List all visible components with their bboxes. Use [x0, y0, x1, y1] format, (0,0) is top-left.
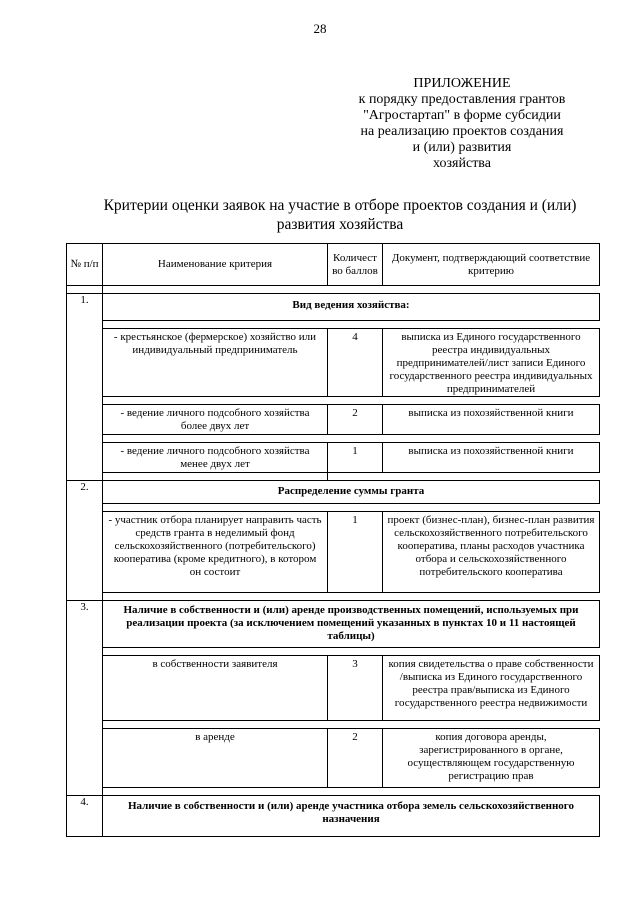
table-row: [67, 329, 600, 397]
table-row: [67, 405, 600, 435]
criterion-name: в аренде: [195, 731, 235, 743]
section-title: Вид ведения хозяйства:: [292, 299, 410, 311]
page-number: 28: [313, 21, 327, 36]
appendix-line: на реализацию проектов создания: [360, 124, 564, 139]
appendix-line: и (или) развития: [412, 140, 512, 155]
table-row: [67, 729, 600, 788]
criterion-document: выписка из похозяйственной книги: [408, 445, 574, 457]
criterion-document: копия свидетельства о праве собственности /выписка из Единого государственного реестра прав/выписка из Единого государственного реестра недвижимости: [388, 658, 594, 709]
section-title: Наличие в собственности и (или) аренде участника отбора земель сельскохозяйственного назначения: [127, 800, 575, 825]
section-row: [67, 796, 600, 837]
section-row: [67, 294, 600, 321]
header-document: Документ, подтверждающий соответствие критерию: [383, 244, 600, 286]
appendix-line: к порядку предоставления грантов: [358, 92, 566, 107]
criterion-document: копия договора аренды, зарегистрированного в органе, осуществляющем государственную регистрацию прав: [407, 731, 575, 782]
criterion-document: выписка из Единого государственного реестра индивидуальных предпринимателей/лист записи Единого государственного реестра индивидуальных предпринимателей: [389, 331, 593, 395]
criterion-name: - ведение личного подсобного хозяйства менее двух лет: [120, 445, 310, 470]
section-number: 1.: [67, 294, 103, 481]
section-number: 2.: [67, 481, 103, 601]
table-row: [67, 656, 600, 721]
section-title: Наличие в собственности и (или) аренде производственных помещений, используемых при реализации проекта (за исключением помещений указанных в пунктах 10 и 11 настоящей таблицы): [123, 604, 579, 642]
criterion-name: - участник отбора планирует направить часть средств гранта в неделимый фонд сельскохозяйственного (потребительского) кооператива (кроме кредитного), в котором он состоит: [108, 514, 322, 578]
section-number: 3.: [67, 601, 103, 796]
criterion-points: 1: [352, 445, 358, 457]
table-row: [67, 512, 600, 593]
title-line: Критерии оценки заявок на участие в отборе проектов создания и (или): [103, 197, 577, 214]
table-header-row: [67, 244, 600, 286]
criterion-name: - крестьянское (фермерское) хозяйство или индивидуальный предприниматель: [113, 331, 317, 356]
section-row: [67, 601, 600, 648]
criterion-points: 2: [352, 731, 358, 743]
section-row: [67, 481, 600, 504]
criterion-document: выписка из похозяйственной книги: [408, 407, 574, 419]
appendix-header: [322, 76, 602, 172]
section-title: Распределение суммы гранта: [277, 485, 425, 497]
criterion-points: 3: [352, 658, 358, 670]
criterion-name: - ведение личного подсобного хозяйства более двух лет: [120, 407, 310, 432]
appendix-line: хозяйства: [433, 156, 491, 171]
criterion-points: 4: [352, 331, 358, 343]
criterion-name: в собственности заявителя: [152, 658, 278, 670]
criterion-points: 2: [352, 407, 358, 419]
header-name: Наименование критерия: [103, 244, 328, 286]
title-line: развития хозяйства: [276, 216, 404, 233]
criterion-document: проект (бизнес-план), бизнес-план развития сельскохозяйственного потребительского кооператива, планы расходов участника отбора и сельскохозяйственного потребительского кооператива: [387, 514, 595, 578]
section-number: 4.: [67, 796, 103, 837]
table-row: [67, 443, 600, 473]
header-points: Количест во баллов: [328, 244, 383, 286]
header-num: № п/п: [67, 244, 103, 286]
document-title: [60, 196, 620, 234]
criterion-points: 1: [352, 514, 358, 526]
appendix-line: "Агростартап" в форме субсидии: [363, 108, 561, 123]
criteria-table: [66, 243, 600, 837]
appendix-line: ПРИЛОЖЕНИЕ: [413, 76, 511, 91]
